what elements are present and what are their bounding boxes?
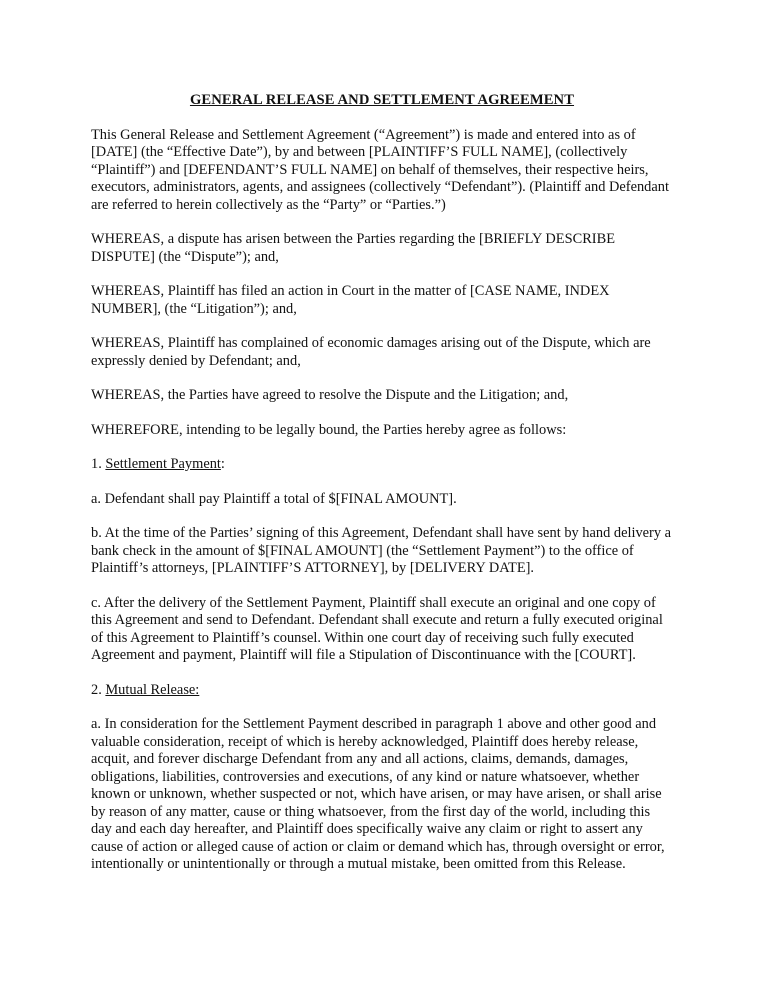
section-1-clause-a: a. Defendant shall pay Plaintiff a total of $[FINAL AMOUNT]. [91,490,457,507]
section-1-number: 1. [91,456,106,472]
whereas-paragraph-2: WHEREAS, Plaintiff has filed an action in Court in the matter of [CASE NAME, INDEX NUMBER], (the “Litigation”); and, [91,283,610,317]
section-1-heading [91,456,673,474]
section-1-clause-b: b. At the time of the Parties’ signing of this Agreement, Defendant shall have sent by hand delivery a bank check in the amount of $[FINAL AMOUNT] (the “Settlement Payment”) to the office of Plaintiff’s attorneys, [PLAINTIFF’S ATTORNEY], by [DELIVERY DATE]. [91,525,672,576]
section-1-title: Settlement Payment [105,456,221,472]
whereas-paragraph-1: WHEREAS, a dispute has arisen between the Parties regarding the [BRIEFLY DESCRIBE DISPUTE] (the “Dispute”); and, [91,231,615,265]
intro-paragraph: This General Release and Settlement Agreement (“Agreement”) is made and entered into as of [DATE] (the “Effective Date”), by and between [PLAINTIFF’S FULL NAME], (collectively “Plaintiff”) and [DEFENDANT’S FULL NAME] on behalf of themselves, their respective heirs, executors, administrators, agents, and assignees (collectively “Defendant”). (Plaintiff and Defendant are referred to herein collectively as the “Party” or “Parties.”) [91,126,669,213]
section-2-clause-a: a. In consideration for the Settlement Payment described in paragraph 1 above and other good and valuable consideration, receipt of which is hereby acknowledged, Plaintiff does hereby release, acquit, and forever discharge Defendant from any and all actions, claims, demands, damages, obligations, liabilities, controversies and executions, of any kind or nature whatsoever, whether known or unknown, whether suspected or not, which have arisen, or may have arisen, or shall arise by reason of any matter, cause or thing whatsoever, from the first day of the world, including this day and each day hereafter, and Plaintiff does specifically waive any claim or right to assert any cause of action or alleged cause of action or claim or demand which has, through oversight or error, intentionally or unintentionally or through a mutual mistake, been omitted from this Release. [91,716,665,872]
section-1-clause-c: c. After the delivery of the Settlement Payment, Plaintiff shall execute an original and one copy of this Agreement and send to Defendant. Defendant shall execute and return a fully executed original of this Agreement to Plaintiff’s counsel. Within one court day of receiving such fully executed Agreement and payment, Plaintiff will file a Stipulation of Discontinuance with the [COURT]. [91,594,663,663]
document-body [91,92,673,891]
whereas-paragraph-4: WHEREAS, the Parties have agreed to resolve the Dispute and the Litigation; and, [91,387,569,403]
section-2-heading [91,682,673,700]
wherefore-paragraph: WHEREFORE, intending to be legally bound, the Parties hereby agree as follows: [91,421,567,438]
section-2-title: Mutual Release: [105,681,200,698]
whereas-paragraph-3: WHEREAS, Plaintiff has complained of economic damages arising out of the Dispute, which are expressly denied by Defendant; and, [91,335,651,369]
section-1-colon: : [220,456,225,472]
document-title: GENERAL RELEASE AND SETTLEMENT AGREEMENT [189,92,575,108]
section-2-number: 2. [91,681,106,698]
